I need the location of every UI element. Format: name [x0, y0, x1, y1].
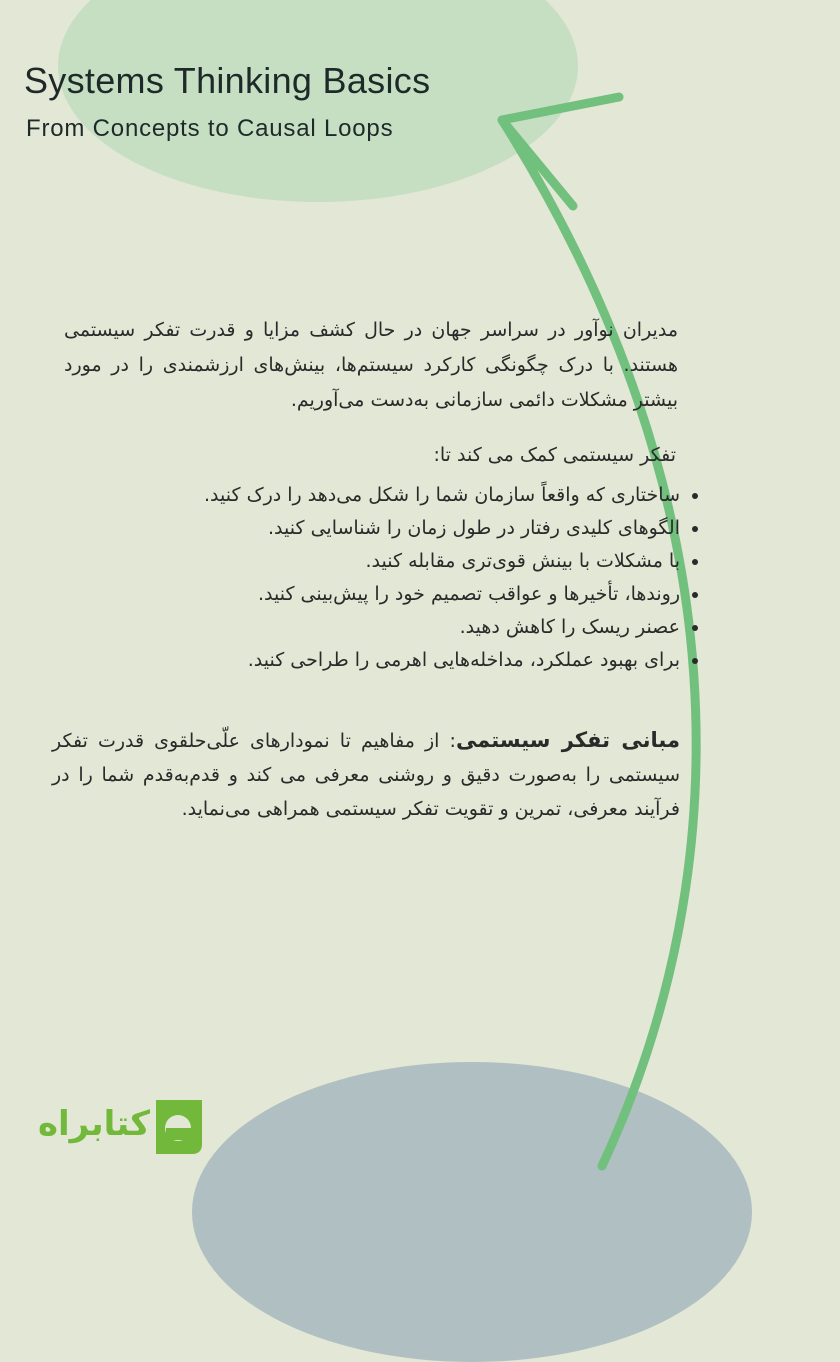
- intro-paragraph: مدیران نوآور در سراسر جهان در حال کشف مزایا و قدرت تفکر سیستمی هستند. با درک چگونگی کارکرد سیستم‌ها، بینش‌های ارزشمندی را در مورد بیشتر مشکلات دائمی سازمانی به‌دست می‌آوریم.: [64, 319, 678, 411]
- book-title-bold: مبانی تفکر سیستمی: [455, 728, 680, 752]
- list-item: • با مشکلات با بینش قوی‌تری مقابله کنید.: [120, 545, 680, 578]
- publisher-name: کتابراه: [37, 1104, 150, 1144]
- closing-paragraph: [52, 723, 680, 826]
- page-title: Systems Thinking Basics: [24, 60, 431, 101]
- closing-text: : از مفاهیم تا نمودارهای علّی‌حلقوی قدرت تفکر سیستمی را به‌صورت دقیق و روشنی معرفی می کند و قدم‌به‌قدم شما را در فرآیند معرفی، تمرین و تقویت تفکر سیستمی همراهی می‌نماید.: [52, 730, 680, 820]
- page-subtitle: From Concepts to Causal Loops: [26, 115, 394, 142]
- publisher-logo: [37, 1094, 212, 1160]
- benefits-list: [120, 479, 704, 677]
- list-item: • برای بهبود عملکرد، مداخله‌هایی اهرمی را طراحی کنید.: [120, 644, 680, 677]
- list-item: • ساختاری که واقعاً سازمان شما را شکل می‌دهد را درک کنید.: [120, 479, 680, 512]
- list-item: • روندها، تأخیرها و عواقب تصمیم خود را پیش‌بینی کنید.: [120, 578, 680, 611]
- ketabrah-logo-icon: [146, 1094, 212, 1160]
- benefits-lead: تفکر سیستمی کمک می کند تا:: [433, 444, 676, 466]
- list-item: • الگوهای کلیدی رفتار در طول زمان را شناسایی کنید.: [120, 512, 680, 545]
- list-item: • عصنر ریسک را کاهش دهید.: [120, 611, 680, 644]
